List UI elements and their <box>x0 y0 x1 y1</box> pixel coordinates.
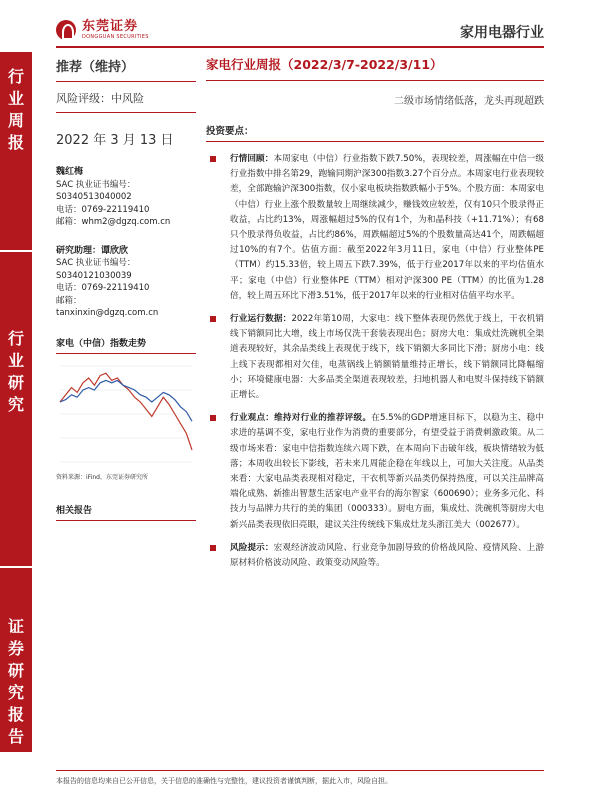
side-banner <box>0 52 32 752</box>
company-logo <box>56 20 149 40</box>
assistant-cert-number: S0340121030039 <box>56 270 132 281</box>
report-title: 家电行业周报（2022/3/7-2022/3/11） <box>206 57 443 72</box>
side-char: 究 <box>7 395 24 414</box>
assistant-email[interactable]: tanxinxin@dgzq.com.cn <box>56 308 159 318</box>
side-char: 券 <box>7 639 24 658</box>
side-char: 告 <box>7 727 24 746</box>
side-char: 研 <box>7 373 24 392</box>
title-divider <box>206 80 544 81</box>
point-operating-data <box>206 312 544 403</box>
index-chart-svg <box>56 360 196 470</box>
point-text: 在5.5%的GDP增速目标下，以稳为主、稳中求进的基调不变，家电行业作为消费的重要部分，有望受益于消费刺激政策。从二级市场来看：家电中信指数连续六周下跌，在本周向下击破年线，板块情绪较为低落；本周收出较长下影线，若未来几周能企稳在年线以上，可加大关注度。从品类来看：大家电品类表现相对稳定，干衣机等新兴品类仍保持热度，可以关注品牌高端化成熟、新推出智慧生活家电产业平台的海尔智家（600690）；业务多元化、科技力与品牌力共行的美的集团（000333）。厨电方面，集成灶、洗碗机等厨房大电新兴品类表现依旧亮眼，建议关注传统线下集成灶龙头浙江美大（002677）。 <box>230 413 544 530</box>
side-char: 研 <box>7 661 24 680</box>
footer-disclaimer: 本报告的信息均来自已公开信息，关于信息的准确性与完整性，建议投资者谨慎判断，据此入市，风险自担。 <box>56 770 544 787</box>
index-trend-chart <box>56 360 196 470</box>
point-label: 风险提示： <box>230 542 274 553</box>
point-industry-view <box>206 411 544 533</box>
side-char: 周 <box>7 111 24 130</box>
side-label-weekly-report <box>0 52 32 250</box>
side-label-securities-research <box>0 568 32 752</box>
side-char: 业 <box>7 89 24 108</box>
chart-series-line-0 <box>60 373 192 450</box>
risk-divider <box>56 112 196 113</box>
industry-label: 家用电器行业 <box>460 25 544 41</box>
assistant-name: 研究助理：谭欣欣 <box>56 245 129 256</box>
point-text: 宏观经济波动风险、行业竞争加剧导致的价格战风险、疫情风险、上游原材料价格波动风险、政策变动风险等。 <box>230 542 544 569</box>
side-char: 行 <box>7 329 24 348</box>
analyst-info <box>56 166 196 229</box>
main-column <box>206 52 544 571</box>
side-char: 业 <box>7 351 24 370</box>
point-text: 2022年第10周，大家电：线下整体表现仍然优于线上，干衣机销线下销额同比大增，线上市场仅洗干套装表现出色；厨房大电：集成灶洗碗机全渠道表现较好，其余品类线上表现优于线下，线下销额大多同比下滑；厨房小电：线上线下表现都相对欠佳，电蒸锅线上销额销量维持正增长，线下销额同比降幅缩小；环境健康电器：大多品类全渠道表现较差，扫地机器人和电熨斗保持线下销额正增长。 <box>230 314 544 401</box>
rating: 推荐（维持） <box>56 60 135 75</box>
assistant-cert-label: SAC 执业证书编号： <box>56 258 136 268</box>
side-char: 行 <box>7 67 24 86</box>
bullet-icon <box>210 316 216 322</box>
left-column <box>56 52 196 521</box>
side-char: 报 <box>7 133 24 152</box>
chart-source: 资料来源：iFind，东莞证券研究所 <box>56 473 148 481</box>
related-reports-heading: 相关报告 <box>56 503 196 521</box>
report-subtitle: 二级市场情绪低落，龙头再现超跌 <box>394 96 544 107</box>
side-label-industry-research <box>0 252 32 566</box>
chart-series-line-1 <box>60 380 192 421</box>
analyst-phone: 电话：0769-22119410 <box>56 204 150 215</box>
analyst-cert-number: S0340513040002 <box>56 192 132 202</box>
point-risk-warning <box>206 541 544 571</box>
index-chart-title: 家电（中信）指数走势 <box>56 336 196 354</box>
bullet-icon <box>210 156 216 162</box>
assistant-info <box>56 245 196 320</box>
point-text: 本周家电（中信）行业指数下跌7.50%，表现较差，周涨幅在中信一级行业指数中排名第29，跑输同期沪深300指数3.27个百分点。本周家电行业表现较差，全部跑输沪深300指数，仅小家电板块指数跌幅小于5%。个股方面：本周家电（中信）行业上涨个股数量较上周继续减少，赚钱效应较差，仅有10只个股录得正收益，占比约13%，周涨幅超过5%的仅有1个，为和晶科技（+11.71%）；有68只个股录得负收益，占比约86%，周跌幅超过5%的个股数量高达41个，周跌幅超过10%的有7个。估值方面：截至2022年3月11日，家电（中信）行业整体PE（TTM）约15.33倍，较上周五下跌7.39%，低于行业2017年以来的平均估值水平；家电（中信）行业整体PE（TTM）相对沪深300 PE（TTM）的比值为1.28倍，较上周五环比下滑3.51%，低于2017年以来的行业相对估值平均水平。 <box>230 154 544 301</box>
logo-mark-icon <box>56 20 76 40</box>
point-label: 行业观点：维持对行业的推荐评级。 <box>230 413 372 424</box>
analyst-email[interactable]: 邮箱：whm2@dgzq.com.cn <box>56 217 171 227</box>
bullet-icon <box>210 415 216 421</box>
assistant-phone: 电话：0769-22119410 <box>56 283 150 293</box>
assistant-email-label: 邮箱： <box>56 295 82 306</box>
analyst-cert-label: SAC 执业证书编号： <box>56 179 136 190</box>
investment-points-heading: 投资要点： <box>206 123 544 142</box>
side-char: 报 <box>7 705 24 724</box>
risk-rating: 风险评级：中风险 <box>56 92 144 105</box>
report-date: 2022 年 3 月 13 日 <box>56 133 174 148</box>
analyst-name: 魏红梅 <box>56 167 84 177</box>
page-header <box>0 0 600 50</box>
bullet-icon <box>210 545 216 551</box>
side-char: 证 <box>7 617 24 636</box>
point-label: 行业运行数据： <box>230 314 292 325</box>
logo-name-cn: 东莞证券 <box>82 19 139 34</box>
point-label: 行情回顾： <box>230 154 274 164</box>
rating-divider <box>56 81 196 82</box>
side-char: 究 <box>7 683 24 702</box>
logo-name-en: DONGGUAN SECURITIES <box>82 34 149 40</box>
point-market-review <box>206 152 544 304</box>
header-divider <box>56 46 544 48</box>
